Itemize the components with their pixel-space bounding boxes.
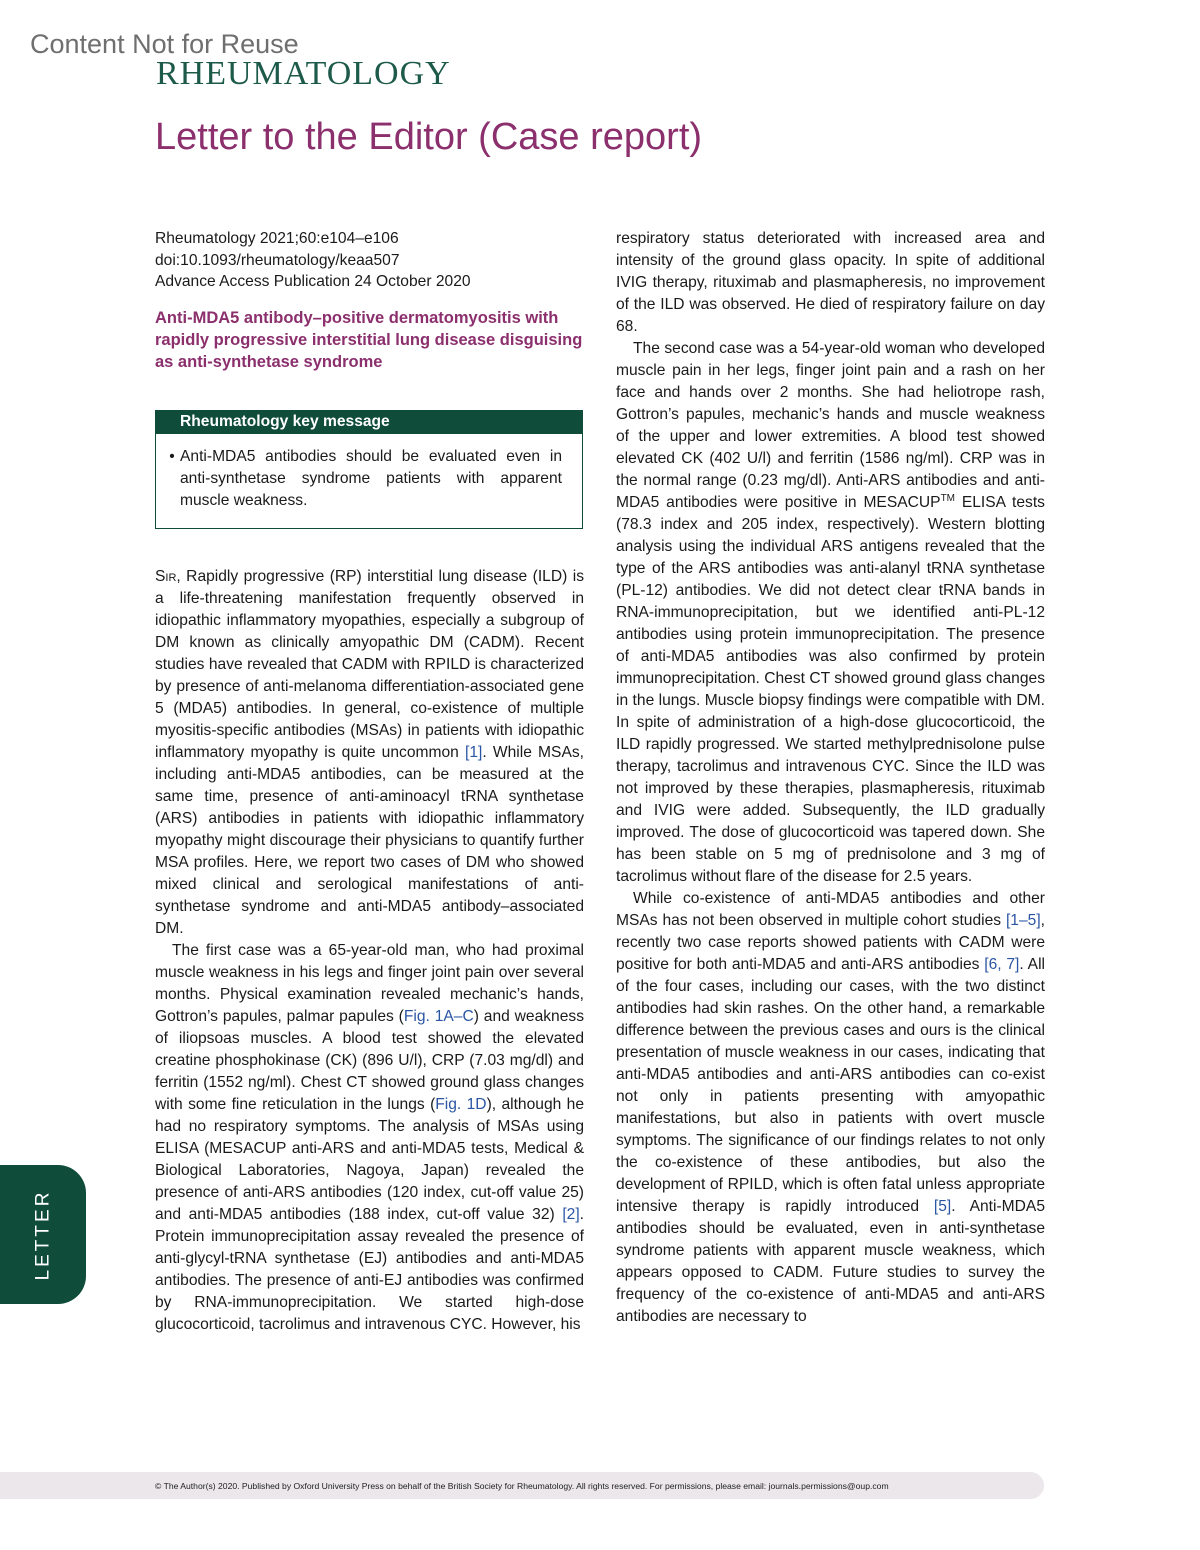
case1-paragraph — [155, 940, 584, 1336]
text-run: . While MSAs, including anti-MDA5 antibodies, can be measured at the same time, presence of anti-aminoacyl tRNA synthetase (ARS) antibodies in patients with idiopathic inflammatory myopathy might discourage their physicians to quantify further MSA profiles. Here, we report two cases of DM who showed mixed clinical and serological manifestations of anti-synthetase syndrome and anti-MDA5 antibody–associated DM. — [155, 743, 584, 937]
reference-link[interactable]: [6, 7] — [984, 956, 1020, 973]
text-run: The second case was a 54-year-old woman who developed muscle pain in her legs, finger joint pain and a rash on her face and hands over 2 months. She had heliotrope rash, Gottron’s papules, mechanic’s hands and muscle weakness of the upper and lower extremities. A blood test showed elevated CK (402 U/l) and ferritin (1586 ng/ml). CRP was in the normal range (0.23 mg/dl). Anti-ARS antibodies and anti-MDA5 antibodies were positive in MESACUP — [616, 340, 1045, 511]
case2-paragraph — [616, 338, 1045, 888]
reference-link[interactable]: [2] — [562, 1205, 580, 1223]
text-run: ELISA tests (78.3 index and 205 index, respectively). Western blotting analysis using the individual ARS antigens revealed that the type of the ARS antibodies was anti-alanyl tRNA synthetase (PL-12) antibodies. We did not detect clear tRNA bands in RNA-immunoprecipitation, but we identified anti-PL-12 antibodies using protein immunoprecipitation. The presence of anti-MDA5 antibodies was also confirmed by protein immunoprecipitation. Chest CT showed ground glass changes in the lungs. Muscle biopsy findings were compatible with DM. In spite of administration of a high-dose glucocorticoid, the ILD rapidly progressed. We started methylprednisolone pulse therapy, tacrolimus and intravenous CYC. Since the ILD was not improved by these therapies, plasmapheresis, rituximab and IVIG were added. Subsequently, the ILD gradually improved. The dose of glucocorticoid was tapered down. She has been stable on 5 mg of prednisolone and 3 mg of tacrolimus without flare of the disease for 2.5 years. — [616, 494, 1045, 885]
case1-continued-paragraph: respiratory status deteriorated with increased area and intensity of the ground glass opacity. In spite of additional IVIG therapy, rituximab and plasmapheresis, no improvement of the ILD was observed. He died of respiratory failure on day 68. — [616, 230, 1045, 335]
reference-link[interactable]: [1–5] — [1005, 912, 1041, 929]
journal-name: RHEUMATOLOGY — [156, 55, 451, 92]
text-run: . All of the four cases, including our cases, with the two distinct antibodies had skin rashes. On the other hand, a remarkable difference between the previous cases and ours is the clinical presentation of muscle weakness in our cases, indicating that anti-MDA5 antibodies and anti-ARS antibodies can co-exist not only in patients presenting with amyopathic manifestations, but also in patients with overt muscle symptoms. The significance of our findings relates to not only the co-existence of these antibodies, but also the development of RPILD, which is often fatal unless appropriate intensive therapy is rapidly introduced — [616, 956, 1045, 1215]
left-column — [155, 228, 584, 1336]
doi: doi:10.1093/rheumatology/keaa507 — [155, 251, 400, 269]
text-run: The first case was a 65-year-old man, who had proximal muscle weakness in his legs and finger joint pain over several months. Physical examination revealed mechanic’s hands, Gottron’s papules, palmar papules ( — [155, 941, 584, 1025]
intro-paragraph — [155, 566, 584, 940]
text-run: While co-existence of anti-MDA5 antibodies and other MSAs has not been observed in multiple cohort studies — [616, 890, 1045, 929]
figure-link[interactable]: Fig. 1A–C — [403, 1007, 474, 1025]
copyright-footer: © The Author(s) 2020. Published by Oxford University Press on behalf of the British Society for Rheumatology. All rights reserved. For permissions, please email: journals.permissions@oup.com — [155, 1481, 889, 1491]
discussion-paragraph — [616, 888, 1045, 1328]
text-run: , recently two case reports showed patients with CADM were positive for both anti-MDA5 and anti-ARS antibodies — [616, 912, 1045, 973]
bullet-icon: • — [169, 447, 175, 465]
side-tab-label: LETTER — [32, 1189, 54, 1280]
article-type-heading: Letter to the Editor (Case report) — [155, 116, 703, 158]
text-run: . Protein immunoprecipitation assay revealed the presence of anti-glycyl-tRNA synthetase (EJ) antibodies and anti-MDA5 antibodies. The presence of anti-EJ antibodies was confirmed by RNA-immunoprecipitation. We started high-dose glucocorticoid, tacrolimus and intravenous CYC. However, his — [155, 1205, 584, 1333]
key-message-header: Rheumatology key message — [156, 411, 582, 434]
salutation: Sir, — [155, 567, 181, 585]
article-title: Anti-MDA5 antibody–positive dermatomyositis with rapidly progressive interstitial lung disease disguising as anti-synthetase syndrome — [155, 308, 583, 371]
advance-access-date: Advance Access Publication 24 October 2020 — [155, 273, 471, 290]
watermark: Content Not for Reuse — [30, 29, 299, 59]
side-section-tab — [0, 1165, 86, 1304]
figure-link[interactable]: Fig. 1D — [435, 1095, 487, 1113]
citation: Rheumatology 2021;60:e104–e106 — [155, 230, 399, 247]
key-message-text: Anti-MDA5 antibodies should be evaluated even in anti-synthetase syndrome patients with apparent muscle weakness. — [180, 447, 562, 509]
key-message-body — [156, 434, 582, 528]
reference-link[interactable]: [5] — [933, 1198, 952, 1215]
reference-link[interactable]: [1] — [465, 743, 483, 761]
trademark-sup: TM — [940, 492, 956, 504]
text-run: ) and weakness of iliopsoas muscles. A blood test showed the elevated creatine phosphokinase (CK) (896 U/l), CRP (7.03 mg/dl) and ferritin (1552 ng/ml). Chest CT showed ground glass changes with some fine reticulation in the lungs ( — [155, 1007, 584, 1113]
text-run: Rapidly progressive (RP) interstitial lung disease (ILD) is a life-threatening manifestation frequently observed in idiopathic inflammatory myopathies, especially a subgroup of DM known as clinically amyopathic DM (CADM). Recent studies have revealed that CADM with RPILD is characterized by presence of anti-melanoma differentiation-associated gene 5 (MDA5) antibodies. In general, co-existence of multiple myositis-specific antibodies (MSAs) in patients with idiopathic inflammatory myopathy is quite uncommon — [155, 567, 584, 761]
right-column — [616, 228, 1045, 1328]
text-run: . Anti-MDA5 antibodies should be evaluated, even in anti-synthetase syndrome patients with apparent muscle weakness, which appears opposed to CADM. Future studies to survey the frequency of the co-existence of anti-MDA5 and anti-ARS antibodies are necessary to — [616, 1198, 1045, 1325]
key-message-box — [155, 410, 583, 529]
text-run: ), although he had no respiratory symptoms. The analysis of MSAs using ELISA (MESACUP anti-ARS and anti-MDA5 tests, Medical & Biological Laboratories, Nagoya, Japan) revealed the presence of anti-ARS antibodies (120 index, cut-off value 25) and anti-MDA5 antibodies (188 index, cut-off value 32) — [155, 1095, 584, 1223]
